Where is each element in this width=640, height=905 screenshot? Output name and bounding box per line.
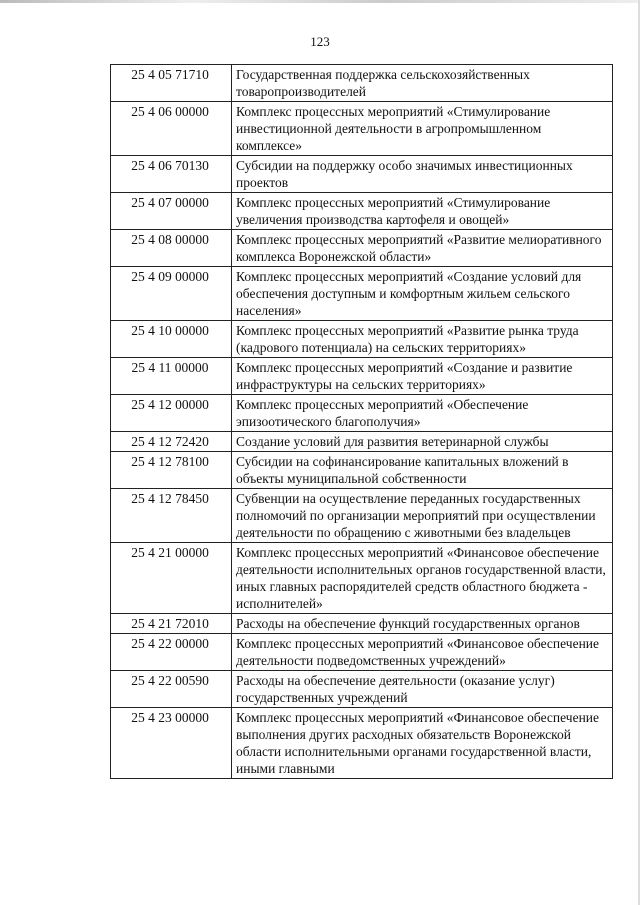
row-code: 25 4 12 78100 (111, 452, 232, 489)
row-description: Комплекс процессных мероприятий «Создание и развитие инфраструктуры на сельских территориях» (232, 358, 613, 395)
table-row (111, 395, 613, 432)
table-body (111, 65, 613, 779)
row-code: 25 4 12 00000 (111, 395, 232, 432)
table-row (111, 267, 613, 321)
row-description: Комплекс процессных мероприятий «Создание условий для обеспечения доступным и комфортным жильем сельского населения» (232, 267, 613, 321)
row-description: Субсидии на софинансирование капитальных вложений в объекты муниципальной собственности (232, 452, 613, 489)
row-code: 25 4 12 72420 (111, 432, 232, 452)
row-description: Комплекс процессных мероприятий «Развитие рынка труда (кадрового потенциала) на сельских территориях» (232, 321, 613, 358)
row-description: Комплекс процессных мероприятий «Финансовое обеспечение выполнения других расходных обязательств Воронежской области исполнительными органами государственной власти, иными главными (232, 708, 613, 779)
table-row (111, 358, 613, 395)
table-row (111, 156, 613, 193)
row-description: Субвенции на осуществление переданных государственных полномочий по организации мероприятий при осуществлении деятельности по обращению с животными без владельцев (232, 489, 613, 543)
budget-classification-table (110, 64, 613, 779)
table-row (111, 321, 613, 358)
row-description: Комплекс процессных мероприятий «Развитие мелиоративного комплекса Воронежской области» (232, 230, 613, 267)
row-code: 25 4 05 71710 (111, 65, 232, 102)
row-code: 25 4 08 00000 (111, 230, 232, 267)
row-description: Расходы на обеспечение деятельности (оказание услуг) государственных учреждений (232, 671, 613, 708)
row-description: Комплекс процессных мероприятий «Стимулирование увеличения производства картофеля и овощей» (232, 193, 613, 230)
table-row (111, 452, 613, 489)
row-code: 25 4 22 00590 (111, 671, 232, 708)
row-code: 25 4 22 00000 (111, 634, 232, 671)
row-code: 25 4 09 00000 (111, 267, 232, 321)
table-row (111, 543, 613, 614)
table-row (111, 65, 613, 102)
table-row (111, 432, 613, 452)
row-code: 25 4 06 70130 (111, 156, 232, 193)
row-description: Комплекс процессных мероприятий «Обеспечение эпизоотического благополучия» (232, 395, 613, 432)
row-code: 25 4 12 78450 (111, 489, 232, 543)
row-code: 25 4 06 00000 (111, 102, 232, 156)
row-description: Комплекс процессных мероприятий «Стимулирование инвестиционной деятельности в агропромышленном комплексе» (232, 102, 613, 156)
row-code: 25 4 21 00000 (111, 543, 232, 614)
row-description: Государственная поддержка сельскохозяйственных товаропроизводителей (232, 65, 613, 102)
table-row (111, 708, 613, 779)
row-description: Субсидии на поддержку особо значимых инвестиционных проектов (232, 156, 613, 193)
table-row (111, 671, 613, 708)
row-description: Расходы на обеспечение функций государственных органов (232, 614, 613, 634)
table-row (111, 489, 613, 543)
page-number: 123 (310, 34, 330, 49)
row-code: 25 4 11 00000 (111, 358, 232, 395)
table-row (111, 614, 613, 634)
row-description: Комплекс процессных мероприятий «Финансовое обеспечение деятельности подведомственных учреждений» (232, 634, 613, 671)
scan-top-edge (0, 0, 640, 3)
row-description: Создание условий для развития ветеринарной службы (232, 432, 613, 452)
row-code: 25 4 21 72010 (111, 614, 232, 634)
row-code: 25 4 23 00000 (111, 708, 232, 779)
row-code: 25 4 07 00000 (111, 193, 232, 230)
row-code: 25 4 10 00000 (111, 321, 232, 358)
table-row (111, 193, 613, 230)
table-row (111, 230, 613, 267)
table-row (111, 102, 613, 156)
row-description: Комплекс процессных мероприятий «Финансовое обеспечение деятельности исполнительных органов государственной власти, иных главных распорядителей средств областного бюджета - исполнителей» (232, 543, 613, 614)
table-row (111, 634, 613, 671)
